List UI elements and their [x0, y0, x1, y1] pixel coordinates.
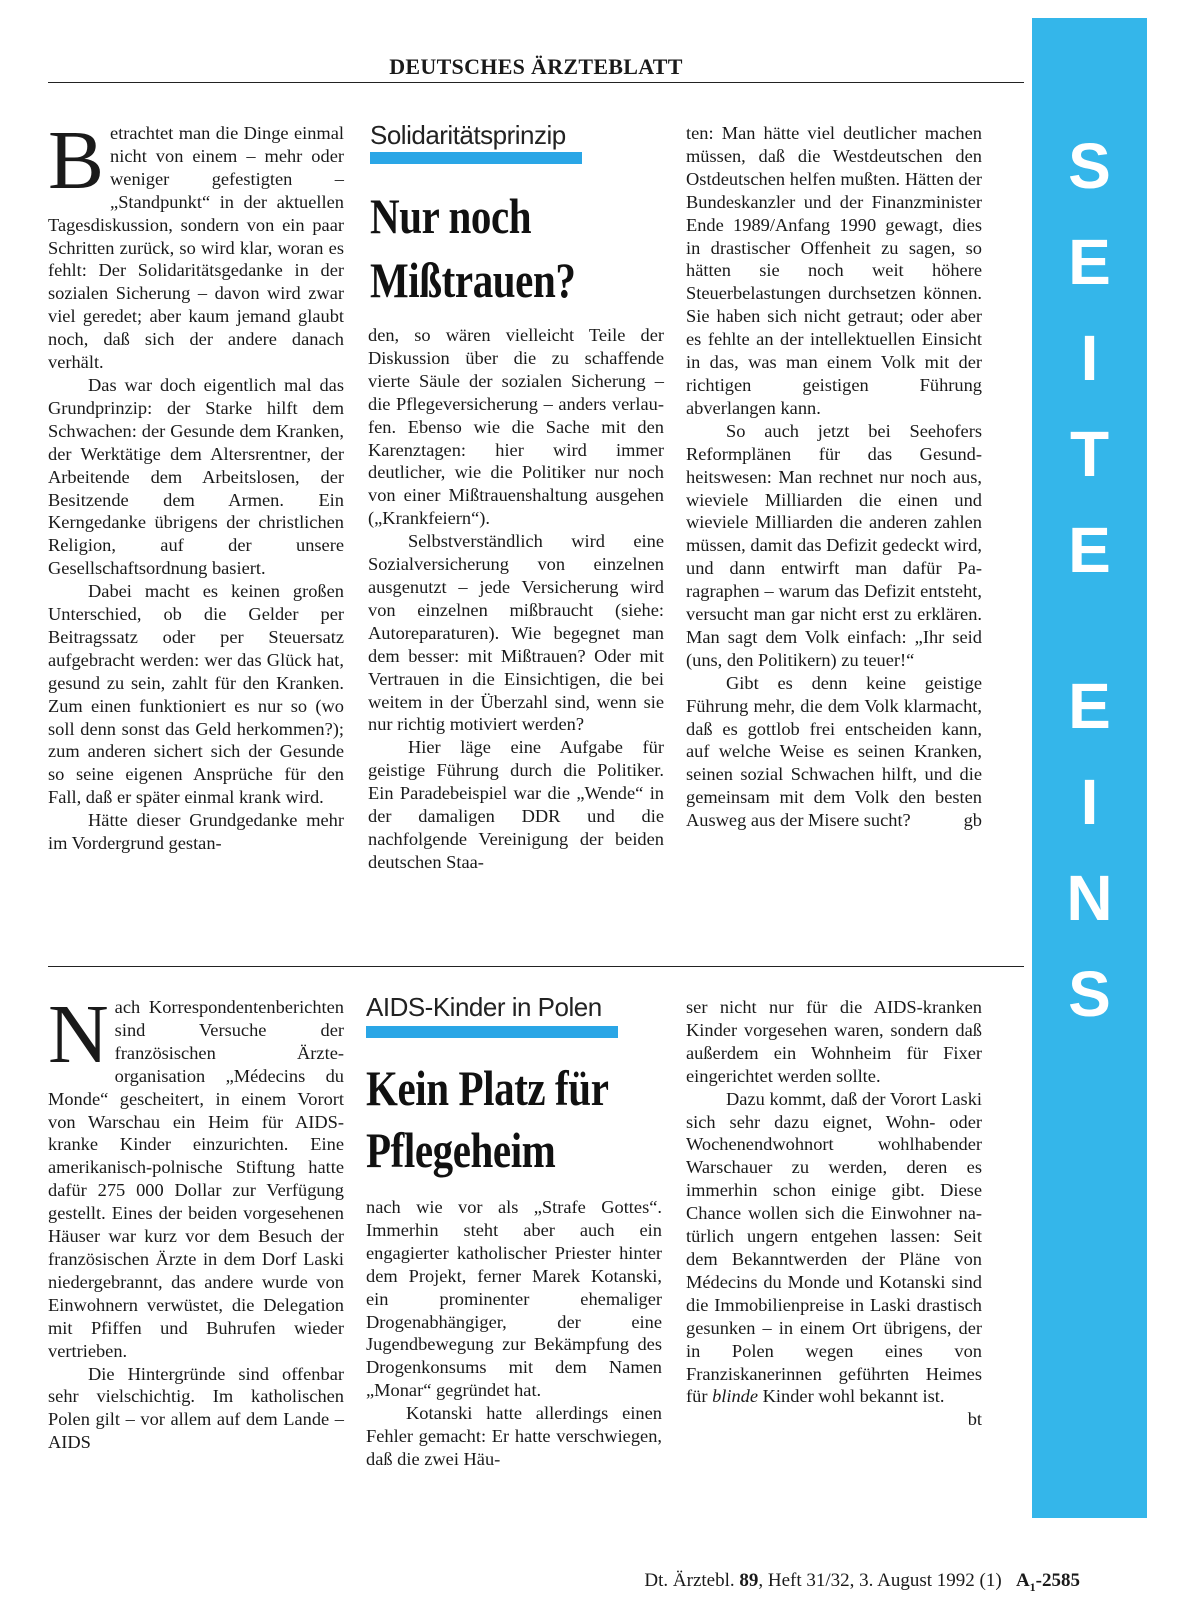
article1-col2-p2: Hier läge eine Aufgabe für geistige Führung durch die Politiker. Ein Paradebeispiel war die „Wende“ in der damaligen DDR und die nachfolgende Vereinigung der beiden deutschen Staa-: [368, 737, 664, 872]
article2-signature: bt: [967, 1409, 982, 1430]
footer-issue-date: , Heft 31/32, 3. August 1992 (1): [758, 1570, 1002, 1591]
masthead-rule: [48, 82, 1024, 83]
sidebar-letter: T: [1069, 418, 1110, 490]
article1-kicker: Solidaritätsprinzip: [370, 120, 566, 150]
article1-col3-p2: Gibt es denn keine geistige Führung mehr, die dem Volk klarmacht, daß es gottlob frei entscheiden kann, auf welche Weise es seinen Kranken, seinen sozial Schwachen hilft, und die gemeinsam mit dem Volk den besten Ausweg aus der Misere sucht?: [686, 672, 982, 831]
article1-signature: gb: [963, 810, 982, 831]
article2-kicker: AIDS-Kinder in Polen: [366, 992, 602, 1022]
article1-col2-p1: Selbstverständlich wird eine Sozialversicherung von einzelnen ausgenutzt – jede Versicherung wird von einzelnen mißbraucht (siehe: Autoreparaturen). Wie begegnet man dem besser: mit Mißtrauen? Oder mit Vertrauen in die Einsichtigen, die bei weitem in der Überzahl sind, wenn sie nur richtig motiviert werden?: [368, 531, 664, 735]
sidebar-letter: S: [1068, 958, 1111, 1030]
article1-col2-p0: den, so wären vielleicht Teile der Diskussion über die zu schaffende vierte Säule der sozialen Sicherung – die Pflegeversicherung – anders verlaufen. Ebenso wie die Sache mit den Karenztagen: hier wird immer deutlicher, wie die Politiker nur noch von einer Mißtrauenshaltung ausgehen („Krankfeiern“).: [368, 325, 664, 529]
sidebar-letter: S: [1068, 130, 1111, 202]
sidebar-letters: [1032, 118, 1147, 1042]
sidebar-letter: N: [1066, 862, 1113, 934]
sidebar-letter: E: [1068, 514, 1111, 586]
footer-journal: Dt. Ärztebl.: [644, 1570, 735, 1591]
article1-col1-p1: Das war doch eigentlich mal das Grundprinzip: der Starke hilft dem Schwachen: der Gesunde dem Kranken, der Werktätige dem Altersrentner, der Arbeitende dem Arbeitslosen, der Besitzende dem Armen. Ein Kerngedanke übrigens der christlichen Religion, auf der unsere Gesellschaftsordnung basiert.: [48, 374, 344, 579]
article1-dropcap: B: [48, 114, 105, 207]
article1-col1-p3: Hätte dieser Grundgedanke mehr im Vordergrund gestan-: [48, 810, 344, 854]
article1-column3: [686, 122, 982, 832]
article1-col1-p2: Dabei macht es keinen großen Unterschied, ob die Gelder per Beitragssatz oder per Steuersatz aufgebracht werden: wer das Glück hat, gesund zu sein, zahlt für den Kranken. Zum einen funktioniert es nur so (wo soll denn sonst das Geld herkommen?); zum anderen sichert sich der Gesunde so seine eigenen Ansprüche für den Fall, daß er später einmal krank wird.: [48, 581, 344, 808]
article1-headline-line1: Nur noch: [370, 188, 532, 244]
article2-dropcap: N: [48, 988, 109, 1081]
article1-headline-line2: Mißtrauen?: [370, 252, 576, 308]
article2-col3-p0: ser nicht nur für die AIDS-kranken Kinder vorgesehen waren, sondern daß außerdem ein Wohnheim für Fixer eingerichtet werden sollte.: [686, 997, 982, 1086]
footer-volume: 89: [739, 1570, 759, 1591]
article1-col1-p0: etrachtet man die Dinge einmal nicht von einem – mehr oder weniger gefestigten – „Standpunkt“ in der aktuellen Tagesdiskussion, sondern von ein paar Schritten zurück, so wird klar, woran es fehlt: Der Solidaritätsgedanke in der sozialen Sicherung – davon wird zwar viel geredet; aber kaum jemand glaubt noch, daß sich der andere danach verhält.: [48, 123, 344, 373]
sidebar-letter: E: [1068, 226, 1111, 298]
sidebar-letter: I: [1080, 322, 1099, 394]
article2-col2-p0: nach wie vor als „Strafe Gottes“. Immerhin steht aber auch ein engagierter katholischer Priester hinter dem Projekt, ferner Marek Kotanski, ein prominenter ehemaliger Drogenabhängiger, der eine Jugendbewegung zur Bekämpfung des Drogenkonsums mit dem Namen „Monar“ gegründet hat.: [366, 1197, 662, 1401]
article1-column2: [368, 324, 664, 874]
article1-column1: [48, 114, 344, 855]
section-sidebar: [1032, 18, 1147, 1518]
article2-col3-italic: blinde: [712, 1386, 759, 1407]
article2-col3-p1: Dazu kommt, daß der Vorort Laski sich sehr dazu eignet, Wohn- oder Wochenendwohnort wohlhabender Warschauer zu werden, deren es immerhin schon einige gibt. Diese Chance wollen sich die Einwohner natürlich ungern entgehen lassen: Seit dem Bekanntwerden der Pläne von Médecins du Monde und Kotanski sind die Immobilienpreise in Laski drastisch gesunken – in einem Ort übrigens, der in Polen wegen eines von Franziskanerinnen geführten Heimes für: [686, 1088, 982, 1407]
article2-headline-line2: Pflegeheim: [366, 1122, 556, 1178]
article2-col2-p1: Kotanski hatte allerdings einen Fehler gemacht: Er hatte verschwiegen, daß die zwei Häu-: [366, 1403, 662, 1469]
article1-kicker-bar: [370, 152, 582, 164]
footer-page-prefix: A: [1015, 1570, 1030, 1591]
sidebar-letter: E: [1068, 670, 1111, 742]
page-footer: [520, 1570, 1080, 1595]
article2-col1-p1: Die Hintergründe sind offenbar sehr vielschichtig. Im katholischen Polen gilt – vor allem auf dem Lande – AIDS: [48, 1363, 344, 1453]
footer-page-sub: 1: [1029, 1579, 1036, 1594]
masthead: DEUTSCHES ÄRZTEBLATT: [389, 54, 683, 79]
article2-column3: [686, 996, 982, 1431]
article2-col1-p0: ach Korrespondentenberichten sind Versuche der französischen Ärzteorganisation „Médecins du Monde“ gescheitert, in einem Vorort von Warschau ein Heim für AIDS-kranke Kinder einzurichten. Eine amerikanisch-polnische Stiftung hatte dafür 275 000 Dollar zur Verfügung gestellt. Eines der beiden vorgesehenen Häuser war kurz vor dem Besuch der französischen Ärzte in dem Dorf Laski niedergebrannt, das andere wurde von Einwohnern verwüstet, die Delegation mit Pfiffen und Buhrufen wieder vertrieben.: [48, 997, 344, 1361]
article1-col3-p1: So auch jetzt bei Seehofers Reformplänen für das Gesundheitswesen: Man rechnet nur noch aus, wieviele Milliarden die einen und wieviele Milliarden die anderen zahlen müssen, damit das Defizit gedeckt wird, und dann entwirft man dafür Paragraphen – warum das Defizit entsteht, versucht man gar nicht erst zu erklären. Man sagt dem Volk einfach: „Ihr seid (uns, den Politikern) zu teuer!“: [686, 420, 982, 670]
sidebar-letter: I: [1080, 766, 1099, 838]
article2-col3-tail: Kinder wohl bekannt ist.: [762, 1386, 945, 1407]
footer-page-number: -2585: [1035, 1570, 1080, 1591]
article2-headline-line1: Kein Platz für: [366, 1060, 609, 1116]
article2-column1: [48, 988, 344, 1454]
article2-kicker-bar: [366, 1026, 618, 1038]
article-divider-rule: [48, 966, 1024, 967]
article1-col3-p0: ten: Man hätte viel deutlicher machen müssen, daß die Westdeutschen den Ostdeutschen helfen mußten. Hätten der Bundeskanzler und der Finanzminister Ende 1989/Anfang 1990 gewagt, dies in drastischer Offenheit zu sagen, so hätten sie noch weit höhere Steuerbelastungen durchsetzen können. Sie haben sich nicht getraut; oder aber es fehlte an der intellektuellen Einsicht in das, was man einem Volk mit der richtigen geistigen Führung abverlangen kann.: [686, 123, 982, 418]
article2-column2: [366, 1196, 662, 1471]
